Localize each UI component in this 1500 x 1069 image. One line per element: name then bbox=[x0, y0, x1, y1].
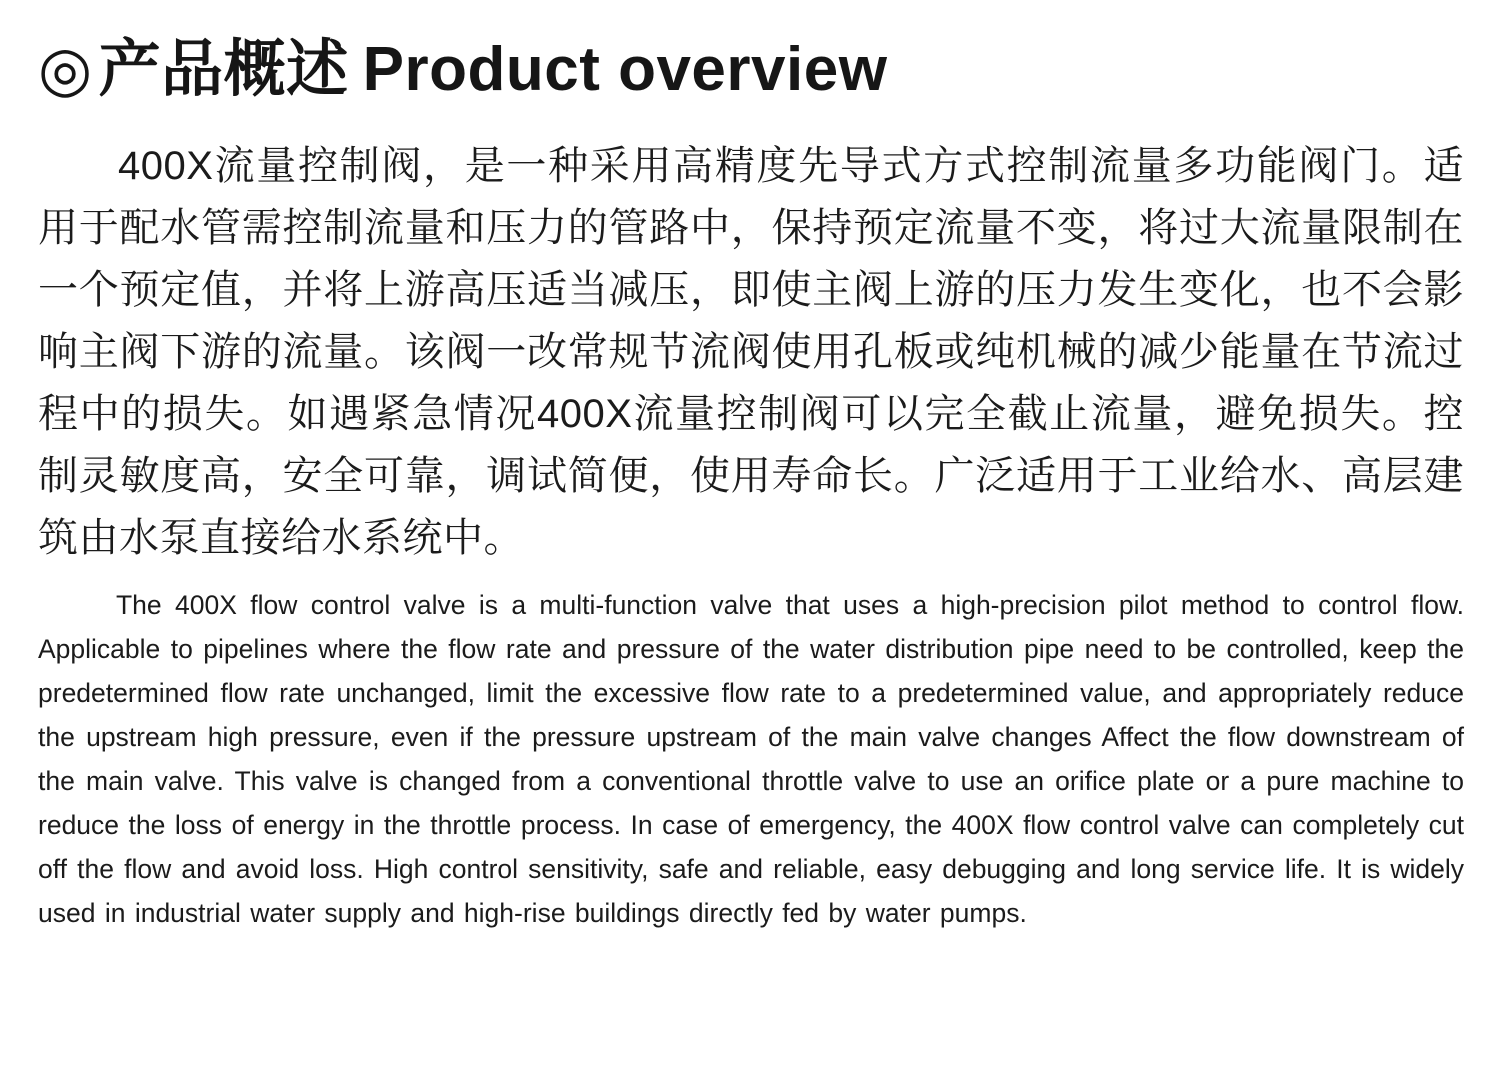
circle-bullet-icon: ◎ bbox=[38, 35, 93, 104]
page-title-en: Product overview bbox=[362, 35, 888, 104]
overview-paragraph-zh: 400X流量控制阀，是一种采用高精度先导式方式控制流量多功能阀门。适用于配水管需控制流量和压力的管路中，保持预定流量不变，将过大流量限制在一个预定值，并将上游高压适当减压，即使主阀上游的压力发生变化，也不会影响主阀下游的流量。该阀一改常规节流阀使用孔板或纯机械的减少能量在节流过程中的损失。如遇紧急情况400X流量控制阀可以完全截止流量，避免损失。控制灵敏度高，安全可靠，调试简便，使用寿命长。广泛适用于工业给水、高层建筑由水泵直接给水系统中。 bbox=[38, 144, 1464, 561]
page-title bbox=[38, 34, 1464, 105]
page-title-zh: 产品概述 bbox=[98, 35, 349, 104]
overview-paragraph-en: The 400X flow control valve is a multi-function valve that uses a high-precision pilot method to control flow. Applicable to pipelines where the flow rate and pressure of the water distribution pipe need to be controlled, keep the predetermined flow rate unchanged, limit the excessive flow rate to a predetermined value, and appropriately reduce the upstream high pressure, even if the pressure upstream of the main valve changes Affect the flow downstream of the main valve. This valve is changed from a conventional throttle valve to use an orifice plate or a pure machine to reduce the loss of energy in the throttle process. In case of emergency, the 400X flow control valve can completely cut off the flow and avoid loss. High control sensitivity, safe and reliable, easy debugging and long service life. It is widely used in industrial water supply and high-rise buildings directly fed by water pumps. bbox=[38, 590, 1464, 929]
